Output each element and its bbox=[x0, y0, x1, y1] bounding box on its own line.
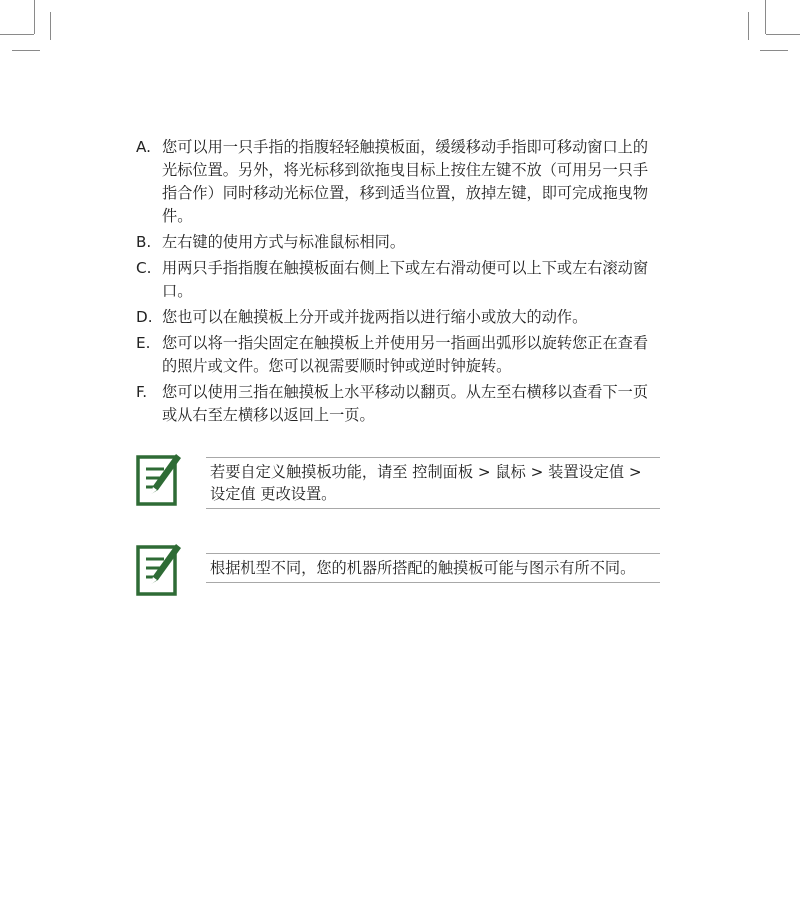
crop-mark-top-right-vertical bbox=[765, 0, 766, 34]
crop-mark-top-right-vertical-2 bbox=[748, 12, 749, 40]
list-item bbox=[136, 136, 662, 228]
list-item bbox=[136, 381, 662, 427]
note-text: 若要自定义触摸板功能，请至 控制面板 > 鼠标 > 装置设定值 > 设定值 更改设置。 bbox=[206, 457, 660, 509]
touchpad-instructions-list bbox=[136, 136, 662, 430]
list-item-text: 用两只手指指腹在触摸板面右侧上下或左右滑动便可以上下或左右滚动窗口。 bbox=[162, 259, 648, 300]
crop-mark-top-left-horizontal-2 bbox=[12, 50, 40, 51]
list-item-marker: F. bbox=[136, 383, 148, 401]
crop-mark-top-left-vertical-2 bbox=[50, 12, 51, 40]
list-item-text: 您可以使用三指在触摸板上水平移动以翻页。从左至右横移以查看下一页或从右至左横移以返回上一页。 bbox=[162, 383, 648, 424]
list-item-marker: D. bbox=[136, 308, 153, 326]
list-item-marker: C. bbox=[136, 259, 152, 277]
crop-mark-top-left-horizontal bbox=[0, 34, 34, 35]
note-text: 根据机型不同，您的机器所搭配的触摸板可能与图示有所不同。 bbox=[206, 553, 660, 583]
list-item-marker: A. bbox=[136, 138, 151, 156]
list-item-text: 您也可以在触摸板上分开或并拢两指以进行缩小或放大的动作。 bbox=[162, 308, 588, 326]
list-item bbox=[136, 332, 662, 378]
list-item-marker: E. bbox=[136, 334, 151, 352]
note-pencil-icon bbox=[136, 452, 182, 506]
crop-mark-top-right-horizontal bbox=[766, 34, 800, 35]
list-item-text: 您可以将一指尖固定在触摸板上并使用另一指画出弧形以旋转您正在查看的照片或文件。您可以视需要顺时钟或逆时钟旋转。 bbox=[162, 334, 648, 375]
note-pencil-icon bbox=[136, 542, 182, 596]
crop-mark-top-right-horizontal-2 bbox=[760, 50, 788, 51]
list-item-text: 您可以用一只手指的指腹轻轻触摸板面，缓缓移动手指即可移动窗口上的光标位置。另外，将光标移到欲拖曳目标上按住左键不放（可用另一只手指合作）同时移动光标位置，移到适当位置，放掉左键，即可完成拖曳物件。 bbox=[162, 138, 648, 225]
note-touchpad-varies bbox=[136, 542, 660, 598]
list-item bbox=[136, 231, 662, 254]
list-item bbox=[136, 257, 662, 303]
list-item-text: 左右键的使用方式与标准鼠标相同。 bbox=[162, 233, 405, 251]
crop-mark-top-left-vertical bbox=[34, 0, 35, 34]
note-customize-touchpad bbox=[136, 452, 660, 508]
list-item-marker: B. bbox=[136, 233, 152, 251]
list-item bbox=[136, 306, 662, 329]
